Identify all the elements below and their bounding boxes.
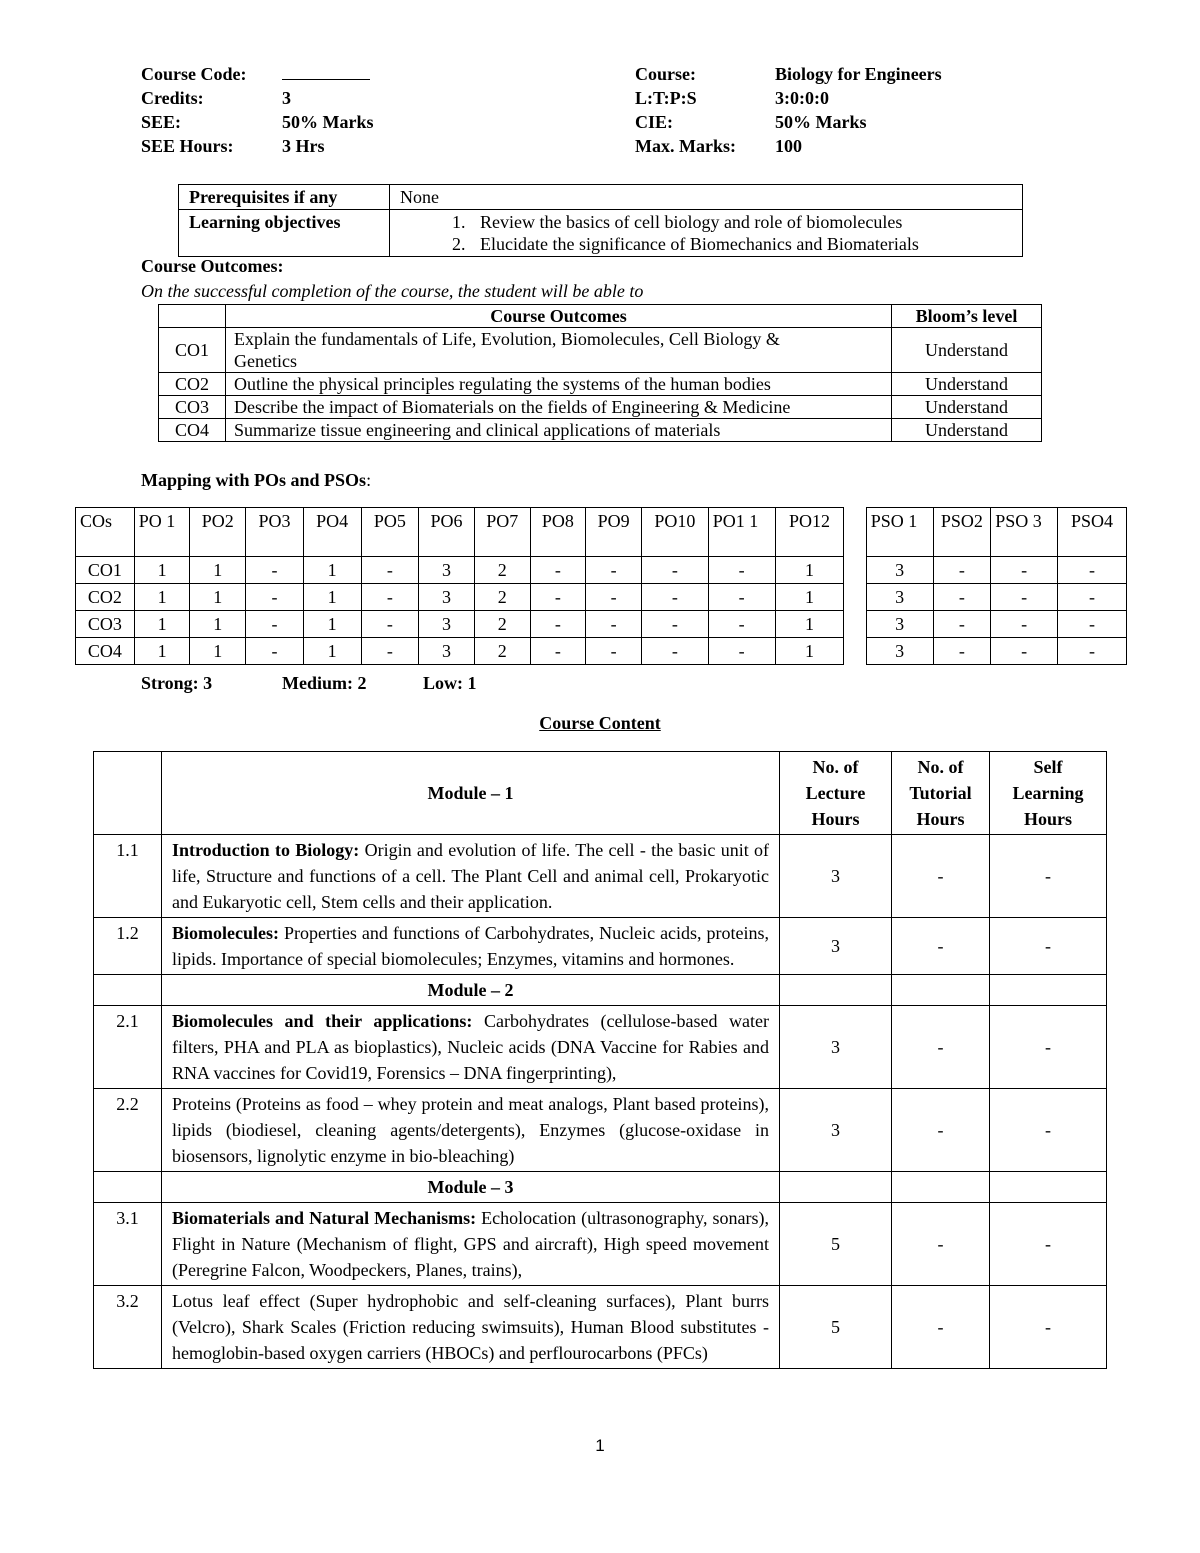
mapping-cell: -	[641, 557, 708, 584]
topic-title: Biomolecules:	[172, 923, 279, 943]
mapping-cell: 3	[419, 638, 475, 665]
legend-medium: Medium: 2	[282, 673, 367, 693]
mapping-cell: -	[641, 611, 708, 638]
course-code-label: Course Code:	[141, 64, 247, 84]
module-blank	[94, 1172, 162, 1203]
mapping-header-cell: COs	[76, 508, 135, 557]
topic-description	[162, 1006, 780, 1089]
mapping-header-cell: PO5	[361, 508, 419, 557]
module-blank	[990, 1172, 1107, 1203]
lecture-hours: 3	[780, 918, 892, 975]
see-hours-row	[141, 134, 374, 158]
topic-number: 1.1	[94, 835, 162, 918]
mapping-cell: -	[246, 557, 304, 584]
credits-row	[141, 86, 374, 110]
mapping-gap-cell	[844, 638, 866, 665]
tutorial-hours: -	[892, 918, 990, 975]
self-learning-hours: -	[990, 1286, 1107, 1369]
mapping-cell: 1	[775, 611, 844, 638]
topic-text: Echolocation (ultrasonography, sonars), Flight in Nature (Mechanism of flight, GPS and aircraft), High speed movement (Peregrine Falcon, Woodpeckers, Planes, trains),	[172, 1208, 769, 1280]
course-outcomes-intro: On the successful completion of the course, the student will be able to	[141, 281, 644, 301]
mapping-cell: -	[933, 638, 991, 665]
course-label: Course:	[635, 64, 696, 84]
topic-description	[162, 835, 780, 918]
topic-number: 3.1	[94, 1203, 162, 1286]
objectives-row	[179, 210, 1023, 257]
mapping-cell: 1	[303, 611, 361, 638]
legend-strong: Strong: 3	[141, 673, 213, 693]
lecture-hours: 3	[780, 1089, 892, 1172]
ltps-label: L:T:P:S	[635, 88, 697, 108]
lecture-hours: 5	[780, 1286, 892, 1369]
topic-description	[162, 1203, 780, 1286]
lecture-hours: 3	[780, 1006, 892, 1089]
see-value: 50% Marks	[282, 112, 374, 132]
topic-number: 2.2	[94, 1089, 162, 1172]
module-blank	[892, 1172, 990, 1203]
topic-number: 1.2	[94, 918, 162, 975]
mapping-cell: 3	[419, 611, 475, 638]
content-header-lecture: No. of Lecture Hours	[780, 752, 892, 835]
objectives-cell	[390, 210, 1023, 257]
mapping-header-cell: PO10	[641, 508, 708, 557]
topic-number: 2.1	[94, 1006, 162, 1089]
objectives-list	[400, 211, 1012, 255]
content-header-self: Self Learning Hours	[990, 752, 1107, 835]
mapping-header-cell: PO1 1	[708, 508, 775, 557]
mapping-gap-cell	[844, 508, 866, 557]
mapping-co-label: CO2	[76, 584, 135, 611]
header-info-right	[635, 62, 942, 158]
prereq-value: None	[390, 185, 1023, 210]
mapping-header-cell: PO12	[775, 508, 844, 557]
max-marks-label: Max. Marks:	[635, 136, 736, 156]
mapping-row	[76, 611, 1127, 638]
mapping-header-cell: PSO2	[933, 508, 991, 557]
mapping-cell: -	[361, 638, 419, 665]
mapping-header-cell: PO2	[190, 508, 246, 557]
mapping-co-label: CO4	[76, 638, 135, 665]
see-row	[141, 110, 374, 134]
module-2-title: Module – 2	[162, 975, 780, 1006]
mapping-cell: 3	[866, 584, 933, 611]
self-learning-hours: -	[990, 1006, 1107, 1089]
content-row	[94, 1203, 1107, 1286]
mapping-cell: -	[586, 611, 642, 638]
mapping-cell: -	[708, 638, 775, 665]
topic-title: Biomolecules and their applications:	[172, 1011, 473, 1031]
mapping-cell: 1	[775, 638, 844, 665]
topic-text: Origin and evolution of life. The cell - the basic unit of life, Structure and functions of a cell. The Plant Cell and animal cell, Prokaryotic and Eukaryotic cell, Stem cells and their application.	[172, 840, 770, 912]
lecture-hours: 5	[780, 1203, 892, 1286]
self-learning-hours: -	[990, 1089, 1107, 1172]
mapping-cell: -	[1058, 557, 1127, 584]
module-row	[94, 1172, 1107, 1203]
co-header-row	[159, 305, 1042, 328]
tutorial-hours: -	[892, 1006, 990, 1089]
page-number: 1	[595, 1436, 605, 1455]
mapping-cell: 1	[134, 638, 190, 665]
module-row	[94, 975, 1107, 1006]
cie-value: 50% Marks	[775, 112, 867, 132]
co-header-bloom: Bloom’s level	[892, 305, 1042, 328]
topic-description	[162, 1089, 780, 1172]
ltps-row	[635, 86, 942, 110]
topic-description	[162, 918, 780, 975]
mapping-cell: -	[246, 611, 304, 638]
mapping-cell: 1	[190, 557, 246, 584]
mapping-cell: -	[246, 584, 304, 611]
self-learning-hours: -	[990, 1203, 1107, 1286]
mapping-cell: -	[708, 611, 775, 638]
co-text: Summarize tissue engineering and clinical applications of materials	[226, 419, 892, 442]
content-row	[94, 1089, 1107, 1172]
mapping-gap-cell	[844, 557, 866, 584]
course-outcomes-heading: Course Outcomes:	[141, 256, 284, 276]
topic-text: Proteins (Proteins as food – whey protein and meat analogs, Plant based proteins), lipids (biodiesel, cleaning agents/detergents), Enzymes (glucose-oxidase in biosensors, lignolytic enzyme in bio-bleaching)	[172, 1094, 769, 1166]
mapping-row	[76, 557, 1127, 584]
mapping-heading-text: Mapping with POs and PSOs	[141, 470, 367, 490]
mapping-cell: -	[991, 611, 1058, 638]
mapping-cell: -	[586, 638, 642, 665]
see-label: SEE:	[141, 112, 182, 132]
cie-label: CIE:	[635, 112, 674, 132]
mapping-table	[75, 507, 1127, 665]
max-marks-row	[635, 134, 942, 158]
mapping-cell: -	[1058, 584, 1127, 611]
mapping-cell: -	[933, 557, 991, 584]
mapping-heading-colon: :	[366, 470, 372, 490]
mapping-cell: 1	[303, 638, 361, 665]
mapping-header-cell: PSO 1	[866, 508, 933, 557]
mapping-gap-cell	[844, 584, 866, 611]
module-3-title: Module – 3	[162, 1172, 780, 1203]
co-row	[159, 419, 1042, 442]
mapping-cell: 1	[775, 584, 844, 611]
mapping-cell: 1	[134, 584, 190, 611]
topic-text: Carbohydrates (cellulose-based water filters, PHA and PLA as bioplastics), Nucleic acids (DNA Vaccine for Rabies and RNA vaccines for Covid19, Forensics – DNA fingerprinting),	[172, 1011, 770, 1083]
course-content-table	[93, 751, 1107, 1369]
see-hours-label: SEE Hours:	[141, 136, 234, 156]
ltps-value: 3:0:0:0	[775, 88, 829, 108]
mapping-cell: 1	[303, 584, 361, 611]
mapping-cell: 1	[190, 584, 246, 611]
co-row	[159, 396, 1042, 419]
mapping-cell: 2	[474, 638, 530, 665]
co-row	[159, 373, 1042, 396]
mapping-cell: 1	[190, 638, 246, 665]
mapping-header-cell: PSO 3	[991, 508, 1058, 557]
course-code-row	[141, 62, 374, 86]
co-text: Describe the impact of Biomaterials on the fields of Engineering & Medicine	[226, 396, 892, 419]
mapping-header-cell: PO9	[586, 508, 642, 557]
mapping-cell: 1	[303, 557, 361, 584]
mapping-cell: -	[530, 584, 586, 611]
mapping-cell: 1	[134, 611, 190, 638]
mapping-cell: 2	[474, 557, 530, 584]
prerequisites-table	[178, 184, 1023, 257]
content-row	[94, 835, 1107, 918]
mapping-header-cell: PO4	[303, 508, 361, 557]
mapping-cell: 1	[190, 611, 246, 638]
mapping-co-label: CO1	[76, 557, 135, 584]
credits-value: 3	[282, 88, 291, 108]
topic-title: Introduction to Biology:	[172, 840, 360, 860]
co-row	[159, 328, 1042, 373]
mapping-body	[76, 557, 1127, 665]
mapping-cell: -	[991, 557, 1058, 584]
mapping-cell: -	[708, 557, 775, 584]
course-content-title: Course Content	[539, 713, 661, 733]
self-learning-hours: -	[990, 835, 1107, 918]
topic-text: Lotus leaf effect (Super hydrophobic and self-cleaning surfaces), Plant burrs (Velcro), Shark Scales (Friction reducing swimsuits), Human Blood substitutes - hemoglobin-based oxygen carriers (HBOCs) and perflourocarbons (PFCs)	[172, 1291, 769, 1363]
mapping-cell: 3	[866, 638, 933, 665]
mapping-cell: -	[530, 611, 586, 638]
self-learning-hours: -	[990, 918, 1107, 975]
co-code: CO2	[159, 373, 226, 396]
co-level: Understand	[892, 396, 1042, 419]
mapping-cell: -	[933, 584, 991, 611]
mapping-cell: -	[530, 557, 586, 584]
mapping-row	[76, 638, 1127, 665]
module-blank	[990, 975, 1107, 1006]
mapping-cell: -	[361, 584, 419, 611]
mapping-header-cell: PSO4	[1058, 508, 1127, 557]
content-row	[94, 918, 1107, 975]
co-code: CO4	[159, 419, 226, 442]
mapping-cell: -	[991, 584, 1058, 611]
mapping-cell: 2	[474, 611, 530, 638]
mapping-header-cell: PO 1	[134, 508, 190, 557]
topic-number: 3.2	[94, 1286, 162, 1369]
tutorial-hours: -	[892, 1286, 990, 1369]
content-row	[94, 1006, 1107, 1089]
tutorial-hours: -	[892, 1203, 990, 1286]
credits-label: Credits:	[141, 88, 204, 108]
header-info-left	[141, 62, 374, 158]
mapping-cell: -	[361, 557, 419, 584]
mapping-cell: 2	[474, 584, 530, 611]
co-text: Explain the fundamentals of Life, Evolution, Biomolecules, Cell Biology & Genetics	[226, 328, 892, 373]
topic-text: Properties and functions of Carbohydrates, Nucleic acids, proteins, lipids. Importance of special biomolecules; Enzymes, vitamins and hormones.	[172, 923, 769, 969]
objectives-label: Learning objectives	[179, 210, 390, 257]
content-header-tutorial: No. of Tutorial Hours	[892, 752, 990, 835]
module-blank	[780, 975, 892, 1006]
mapping-cell: 3	[419, 557, 475, 584]
prereq-label: Prerequisites if any	[179, 185, 390, 210]
module-blank	[892, 975, 990, 1006]
mapping-cell: 3	[419, 584, 475, 611]
mapping-cell: -	[530, 638, 586, 665]
co-level: Understand	[892, 373, 1042, 396]
co-header-blank	[159, 305, 226, 328]
co-level: Understand	[892, 419, 1042, 442]
co-text: Outline the physical principles regulating the systems of the human bodies	[226, 373, 892, 396]
mapping-cell: -	[586, 584, 642, 611]
mapping-gap-cell	[844, 611, 866, 638]
cie-row	[635, 110, 942, 134]
content-row	[94, 1286, 1107, 1369]
mapping-header-cell: PO8	[530, 508, 586, 557]
tutorial-hours: -	[892, 1089, 990, 1172]
mapping-cell: -	[641, 584, 708, 611]
course-value: Biology for Engineers	[775, 64, 942, 84]
mapping-cell: 3	[866, 557, 933, 584]
mapping-row	[76, 584, 1127, 611]
mapping-cell: -	[586, 557, 642, 584]
prereq-row	[179, 185, 1023, 210]
course-code-blank	[282, 62, 370, 80]
mapping-cell: 1	[775, 557, 844, 584]
mapping-co-label: CO3	[76, 611, 135, 638]
mapping-heading	[141, 470, 371, 491]
mapping-header-cell: PO3	[246, 508, 304, 557]
content-header-module1: Module – 1	[162, 752, 780, 835]
mapping-cell: -	[1058, 638, 1127, 665]
mapping-cell: 3	[866, 611, 933, 638]
content-header-blank	[94, 752, 162, 835]
mapping-cell: -	[361, 611, 419, 638]
legend-low: Low: 1	[423, 673, 477, 693]
topic-description	[162, 1286, 780, 1369]
tutorial-hours: -	[892, 835, 990, 918]
co-code: CO1	[159, 328, 226, 373]
module-blank	[780, 1172, 892, 1203]
see-hours-value: 3 Hrs	[282, 136, 325, 156]
mapping-cell: 1	[134, 557, 190, 584]
mapping-cell: -	[933, 611, 991, 638]
topic-title: Biomaterials and Natural Mechanisms:	[172, 1208, 477, 1228]
mapping-header-cell: PO7	[474, 508, 530, 557]
mapping-cell: -	[641, 638, 708, 665]
co-level: Understand	[892, 328, 1042, 373]
objective-item: 1. Review the basics of cell biology and role of biomolecules	[470, 211, 1012, 233]
module-blank	[94, 975, 162, 1006]
mapping-header-row	[76, 508, 1127, 557]
objective-item: 2. Elucidate the significance of Biomechanics and Biomaterials	[470, 233, 1012, 255]
course-row	[635, 62, 942, 86]
mapping-cell: -	[246, 638, 304, 665]
mapping-cell: -	[1058, 611, 1127, 638]
co-header-outcomes: Course Outcomes	[226, 305, 892, 328]
content-header-row	[94, 752, 1107, 835]
max-marks-value: 100	[775, 136, 802, 156]
mapping-cell: -	[991, 638, 1058, 665]
mapping-cell: -	[708, 584, 775, 611]
course-outcomes-table	[158, 304, 1042, 442]
lecture-hours: 3	[780, 835, 892, 918]
co-code: CO3	[159, 396, 226, 419]
mapping-header-cell: PO6	[419, 508, 475, 557]
